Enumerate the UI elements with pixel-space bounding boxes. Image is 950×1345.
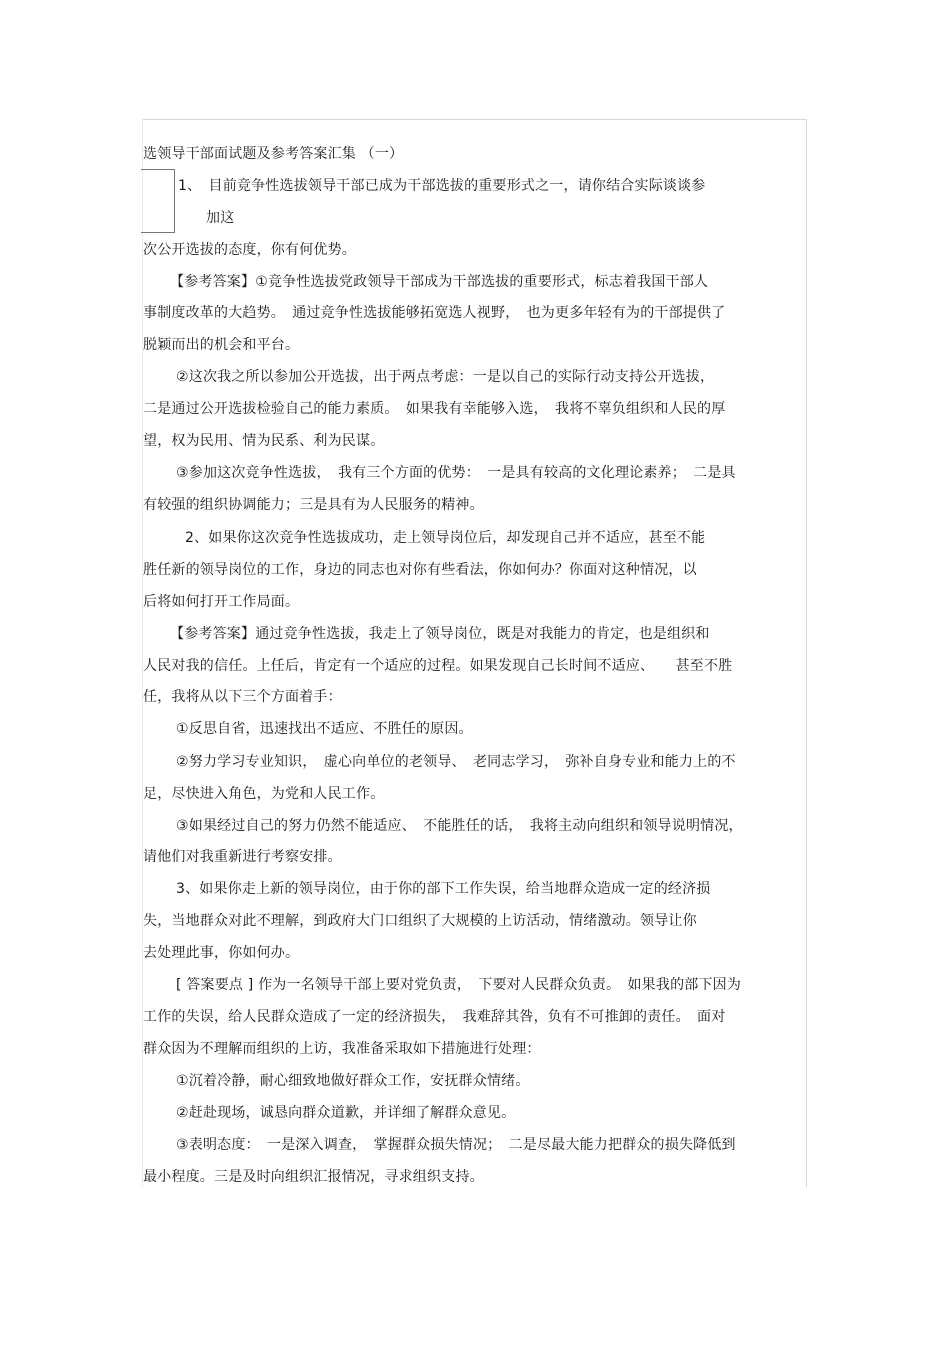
answer-2-line-1: 【参考答案】通过竞争性选拔，我走上了领导岗位，既是对我能力的肯定，也是组织和 [170, 626, 710, 642]
answer-1-line-4: ②这次我之所以参加公开选拔，出于两点考虑：一是以自己的实际行动支持公开选拔， [176, 369, 715, 385]
answer-1-line-1: 【参考答案】①竞争性选拔党政领导干部成为干部选拔的重要形式，标志着我国干部人 [170, 274, 709, 290]
answer-2-line-4: ①反思自省，迅速找出不适应、不胜任的原因。 [176, 721, 473, 737]
question-2-line-3: 后将如何打开工作局面。 [143, 594, 300, 610]
question-3-line-2: 失，当地群众对此不理解，到政府大门口组织了大规模的上访活动，情绪激动。领导让你 [143, 913, 697, 929]
question-2-line-1: 2、如果你这次竞争性选拔成功，走上领导岗位后，却发现自己并不适应，甚至不能 [185, 530, 706, 546]
answer-2-line-2: 人民对我的信任。上任后，肯定有一个适应的过程。如果发现自己长时间不适应、 甚至不胜 [143, 658, 733, 674]
page-border-top [142, 119, 807, 120]
question-2-line-2: 胜任新的领导岗位的工作，身边的同志也对你有些看法，你如何办？你面对这种情况，以 [143, 562, 697, 578]
answer-1-line-6: 望，权为民用、情为民系、利为民谋。 [143, 433, 385, 449]
question-number-bracket [141, 169, 175, 233]
answer-3-line-1: [ 答案要点 ] 作为一名领导干部上要对党负责， 下要对人民群众负责。 如果我的部下因为 [176, 977, 742, 993]
question-1-line-2: 加这 [206, 210, 235, 226]
answer-1-line-7: ③参加这次竞争性选拔， 我有三个方面的优势： 一是具有较高的文化理论素养； 二是具 [176, 465, 736, 481]
answer-2-line-3: 任，我将从以下三个方面着手： [143, 689, 342, 705]
answer-3-line-7: 最小程度。三是及时向组织汇报情况，寻求组织支持。 [143, 1169, 484, 1185]
page-border-left [142, 119, 143, 1187]
answer-3-line-3: 群众因为不理解而组织的上访，我准备采取如下措施进行处理： [143, 1041, 541, 1057]
answer-2-line-5: ②努力学习专业知识， 虚心向单位的老领导、 老同志学习， 弥补自身专业和能力上的不 [176, 754, 736, 770]
document-title: 选领导干部面试题及参考答案汇集 （一） [143, 146, 404, 162]
answer-3-line-5: ②赶赴现场，诚恳向群众道歉，并详细了解群众意见。 [176, 1105, 516, 1121]
answer-2-line-8: 请他们对我重新进行考察安排。 [143, 849, 342, 865]
answer-3-line-2: 工作的失误，给人民群众造成了一定的经济损失， 我难辞其咎，负有不可推卸的责任。 面对 [143, 1009, 726, 1025]
answer-3-line-4: ①沉着冷静，耐心细致地做好群众工作，安抚群众情绪。 [176, 1073, 530, 1089]
answer-2-line-6: 足，尽快进入角色，为党和人民工作。 [143, 786, 385, 802]
question-1-line-3: 次公开选拔的态度，你有何优势。 [143, 242, 356, 258]
answer-1-line-3: 脱颖而出的机会和平台。 [143, 337, 300, 353]
answer-1-line-5: 二是通过公开选拔检验自己的能力素质。 如果我有幸能够入选， 我将不辜负组织和人民的厚 [143, 401, 726, 417]
question-3-line-1: 3、如果你走上新的领导岗位，由于你的部下工作失误，给当地群众造成一定的经济损 [176, 881, 711, 897]
page-border-right [806, 119, 807, 1187]
question-3-line-3: 去处理此事，你如何办。 [143, 945, 300, 961]
question-1-line-1: 1、 目前竞争性选拔领导干部已成为干部选拔的重要形式之一，请你结合实际谈谈参 [178, 178, 706, 194]
answer-3-line-6: ③表明态度： 一是深入调查， 掌握群众损失情况； 二是尽最大能力把群众的损失降低到 [176, 1137, 736, 1153]
answer-1-line-8: 有较强的组织协调能力；三是具有为人民服务的精神。 [143, 497, 484, 513]
answer-1-line-2: 事制度改革的大趋势。 通过竞争性选拔能够拓宽选人视野， 也为更多年轻有为的干部提供了 [143, 305, 726, 321]
answer-2-line-7: ③如果经过自己的努力仍然不能适应、 不能胜任的话， 我将主动向组织和领导说明情况， [176, 818, 743, 834]
